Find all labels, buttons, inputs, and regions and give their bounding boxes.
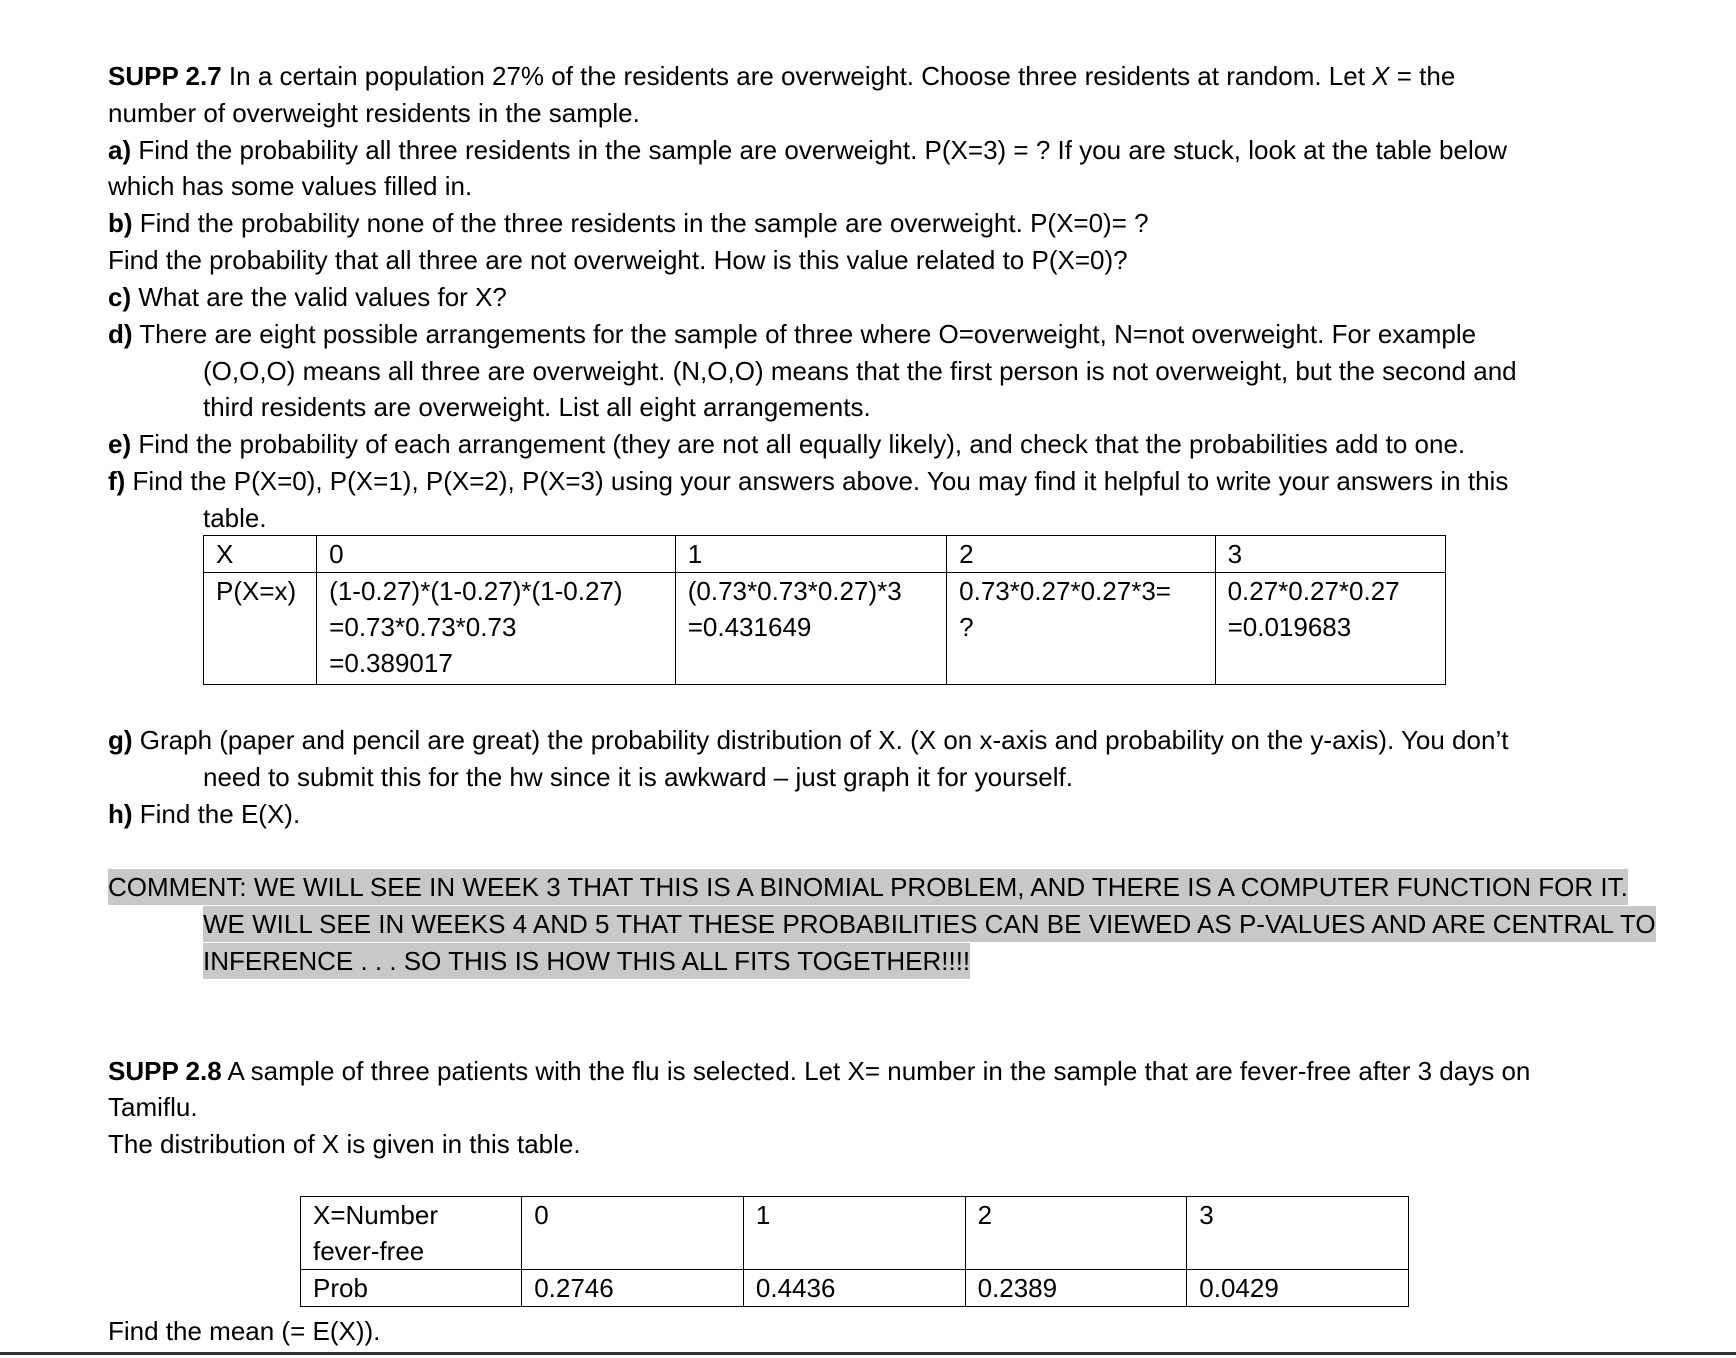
table-row [204, 573, 1446, 685]
question-a-text: Find the probability all three residents in the sample are overweight. P(X=3) = ? If you are stuck, look at the table below [131, 135, 1507, 165]
table-cell: 0.4436 [743, 1270, 965, 1307]
table-row-label: P(X=x) [204, 573, 317, 685]
question-b-text: Find the probability none of the three residents in the sample are overweight. P(X=0)= ? [132, 208, 1149, 238]
question-a [108, 132, 1507, 168]
cell-line: (0.73*0.73*0.27)*3 [687, 576, 902, 606]
question-d-label: d) [108, 319, 133, 349]
question-c-label: c) [108, 282, 132, 312]
supp27-intro-text: In a certain population 27% of the residents are overweight. Choose three residents at random. Let [221, 61, 1373, 91]
supp28-line2: Tamiflu. [108, 1092, 198, 1122]
supp28-line3: The distribution of X is given in this table. [108, 1129, 581, 1159]
table-cell: 0 [522, 1197, 744, 1270]
table-cell [675, 573, 946, 685]
question-g-label: g) [108, 725, 133, 755]
table-header-row [301, 1197, 1409, 1270]
cell-line: 0.27*0.27*0.27 [1227, 576, 1400, 606]
table-cell: X [204, 536, 317, 573]
cell-line: fever-free [313, 1236, 425, 1266]
table-header-label [301, 1197, 522, 1270]
supp27-label: SUPP 2.7 [108, 61, 222, 91]
table-row-label: Prob [301, 1270, 522, 1307]
question-f-text: Find the P(X=0), P(X=1), P(X=2), P(X=3) using your answers above. You may find it helpful to write your answers in this [125, 466, 1509, 496]
table-cell: 3 [1215, 536, 1445, 573]
question-g-cont: need to submit this for the hw since it is awkward – just graph it for yourself. [203, 762, 1073, 792]
table-cell: 3 [1187, 1197, 1409, 1270]
table-cell: 2 [965, 1197, 1187, 1270]
cell-line: =0.389017 [329, 648, 453, 678]
cell-line: X=Number [313, 1200, 438, 1230]
comment-line1: COMMENT: WE WILL SEE IN WEEK 3 THAT THIS IS A BINOMIAL PROBLEM, AND THERE IS A COMPUTER FUNCTION FOR IT. [108, 869, 1628, 905]
question-d [108, 316, 1476, 352]
question-d-cont2: third residents are overweight. List all eight arrangements. [203, 392, 871, 422]
question-c [108, 279, 507, 315]
table-cell: 2 [947, 536, 1215, 573]
probability-table-supp27 [203, 535, 1446, 685]
table-cell: 0 [317, 536, 676, 573]
question-e-label: e) [108, 429, 132, 459]
question-h [108, 796, 300, 832]
supp27-intro-line2: number of overweight residents in the sample. [108, 98, 640, 128]
supp27-intro-line1 [108, 58, 1455, 94]
question-f-cont: table. [203, 503, 267, 533]
cell-line: =0.431649 [687, 612, 812, 642]
question-g [108, 722, 1508, 758]
supp28-intro-text: A sample of three patients with the flu is selected. Let X= number in the sample that are fever-free after 3 days on [221, 1056, 1531, 1086]
table-header-row [204, 536, 1446, 573]
table-cell: 0.2389 [965, 1270, 1187, 1307]
question-g-text: Graph (paper and pencil are great) the probability distribution of X. (X on x-axis and probability on the y-axis). You don’t [132, 725, 1509, 755]
table-row [301, 1270, 1409, 1307]
question-b [108, 205, 1149, 241]
question-h-text: Find the E(X). [132, 799, 301, 829]
question-d-text: There are eight possible arrangements for the sample of three where O=overweight, N=not overweight. For example [132, 319, 1477, 349]
question-e-text: Find the probability of each arrangement (they are not all equally likely), and check that the probabilities add to one. [131, 429, 1466, 459]
supp27-intro-text-end: = the [1389, 61, 1456, 91]
question-a-cont: which has some values filled in. [108, 171, 473, 201]
question-c-text: What are the valid values for X? [131, 282, 507, 312]
cell-line: (1-0.27)*(1-0.27)*(1-0.27) [329, 576, 623, 606]
probability-table-supp28 [300, 1196, 1409, 1307]
table-cell: 0.0429 [1187, 1270, 1409, 1307]
question-e [108, 426, 1465, 462]
question-f [108, 463, 1508, 499]
question-h-label: h) [108, 799, 133, 829]
question-a-label: a) [108, 135, 132, 165]
comment-line3: INFERENCE . . . SO THIS IS HOW THIS ALL FITS TOGETHER!!!! [203, 943, 970, 979]
question-f-label: f) [108, 466, 126, 496]
cell-line: =0.73*0.73*0.73 [329, 612, 517, 642]
table-cell: 1 [743, 1197, 965, 1270]
table-cell: 1 [675, 536, 946, 573]
supp28-label: SUPP 2.8 [108, 1056, 222, 1086]
supp28-line1 [108, 1053, 1530, 1089]
supp27-intro-var: X [1372, 61, 1390, 91]
page-bottom-rule [0, 1352, 1736, 1355]
table-cell [1215, 573, 1445, 685]
table-cell: 0.2746 [522, 1270, 744, 1307]
table-cell [947, 573, 1215, 685]
supp28-find-mean: Find the mean (= E(X)). [108, 1316, 381, 1346]
question-b-cont: Find the probability that all three are not overweight. How is this value related to P(X=0)? [108, 245, 1128, 275]
question-b-label: b) [108, 208, 133, 238]
cell-line: ? [959, 612, 974, 642]
cell-line: =0.019683 [1227, 612, 1352, 642]
table-cell [317, 573, 676, 685]
comment-line2: WE WILL SEE IN WEEKS 4 AND 5 THAT THESE PROBABILITIES CAN BE VIEWED AS P-VALUES AND ARE CENTRAL TO [203, 906, 1656, 942]
cell-line: 0.73*0.27*0.27*3= [959, 576, 1171, 606]
question-d-cont1: (O,O,O) means all three are overweight. (N,O,O) means that the first person is not overweight, but the second and [203, 356, 1517, 386]
